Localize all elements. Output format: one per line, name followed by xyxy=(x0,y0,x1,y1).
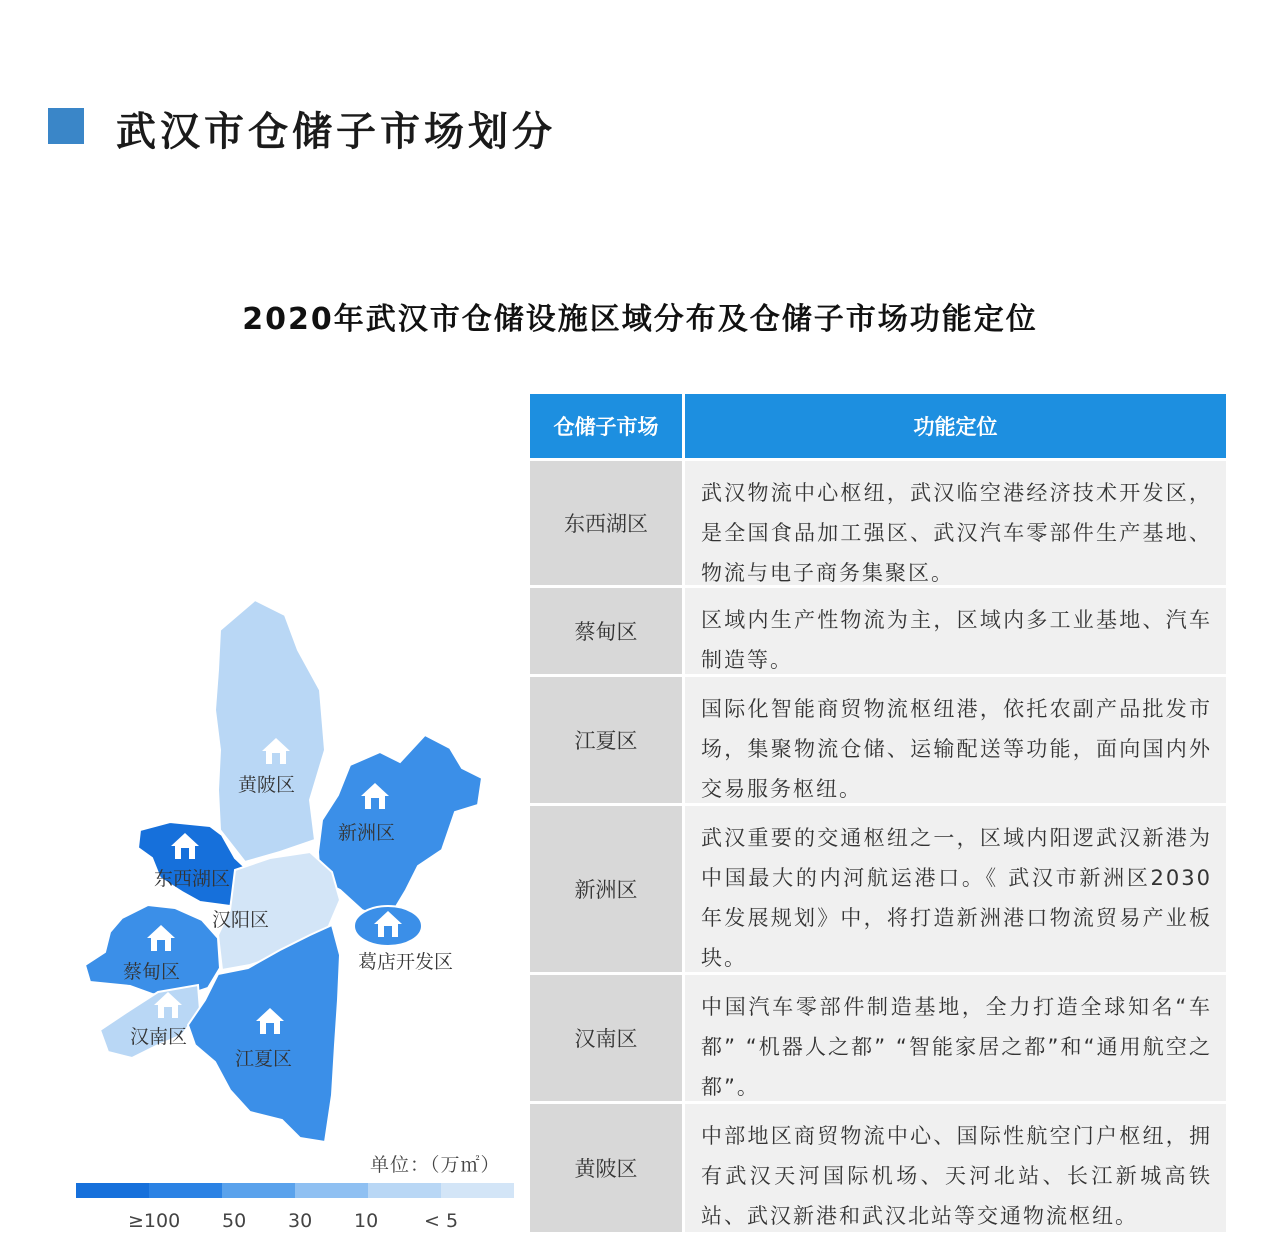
function-table xyxy=(530,394,1226,1232)
header-market: 仓储子市场 xyxy=(530,394,685,458)
row-market: 蔡甸区 xyxy=(530,588,685,674)
huangpi-warehouse-icon xyxy=(258,733,294,769)
legend-tick: < 5 xyxy=(424,1210,459,1232)
legend-swatch xyxy=(222,1183,295,1198)
legend-color-bar xyxy=(76,1183,514,1198)
map-label-hannan: 汉南区 xyxy=(130,1026,188,1048)
map-label-huangpi: 黄陂区 xyxy=(238,774,296,796)
chart-title: 2020年武汉市仓储设施区域分布及仓储子市场功能定位 xyxy=(242,302,1038,337)
map-label-jiangxia: 江夏区 xyxy=(235,1048,293,1070)
legend-tick: 30 xyxy=(288,1210,313,1232)
legend-unit: 单位：（万㎡） xyxy=(370,1154,501,1176)
table-row xyxy=(530,585,1226,674)
row-market: 东西湖区 xyxy=(530,461,685,585)
map-label-dongxihu: 东西湖区 xyxy=(154,868,231,890)
map-label-xinzhou: 新洲区 xyxy=(338,822,396,844)
table-row xyxy=(530,674,1226,803)
legend-swatch xyxy=(368,1183,441,1198)
legend-swatch xyxy=(295,1183,368,1198)
table-row xyxy=(530,972,1226,1101)
row-market: 黄陂区 xyxy=(530,1104,685,1232)
legend-tick: 50 xyxy=(222,1210,247,1232)
wuhan-district-map xyxy=(70,590,520,1150)
row-function: 区域内生产性物流为主，区域内多工业基地、汽车制造等。 xyxy=(685,588,1226,674)
legend-tick: ≥100 xyxy=(128,1210,181,1232)
table-row xyxy=(530,803,1226,972)
legend-tick: 10 xyxy=(354,1210,379,1232)
legend-swatch xyxy=(76,1183,149,1198)
table-row xyxy=(530,458,1226,585)
row-function: 中国汽车零部件制造基地，全力打造全球知名“车都” “机器人之都” “智能家居之都”和“通用航空之都”。 xyxy=(685,975,1226,1101)
row-function: 武汉物流中心枢纽，武汉临空港经济技术开发区，是全国食品加工强区、武汉汽车零部件生产基地、物流与电子商务集聚区。 xyxy=(685,461,1226,585)
row-market: 江夏区 xyxy=(530,677,685,803)
caidian-warehouse-icon xyxy=(143,920,179,956)
table-row xyxy=(530,1101,1226,1232)
map-label-gedian: 葛店开发区 xyxy=(358,951,454,973)
table-header xyxy=(530,394,1226,458)
hannan-warehouse-icon xyxy=(150,987,186,1023)
row-market: 汉南区 xyxy=(530,975,685,1101)
legend-swatch xyxy=(149,1183,222,1198)
row-function: 武汉重要的交通枢纽之一，区域内阳逻武汉新港为中国最大的内河航运港口。《 武汉市新洲区2030年发展规划》中，将打造新洲港口物流贸易产业板块。 xyxy=(685,806,1226,972)
xinzhou-warehouse-icon xyxy=(357,778,393,814)
section-marker xyxy=(48,108,84,144)
map-region-huangpi xyxy=(215,600,325,862)
map-label-hanyang: 汉阳区 xyxy=(212,909,270,931)
map-label-caidian: 蔡甸区 xyxy=(123,961,181,983)
row-function: 中部地区商贸物流中心、国际性航空门户枢纽，拥有武汉天河国际机场、天河北站、长江新城高铁站、武汉新港和武汉北站等交通物流枢纽。 xyxy=(685,1104,1226,1232)
row-market: 新洲区 xyxy=(530,806,685,972)
header-function: 功能定位 xyxy=(913,415,998,439)
gedian-warehouse-icon xyxy=(370,906,406,942)
dongxihu-warehouse-icon xyxy=(167,828,203,864)
jiangxia-warehouse-icon xyxy=(252,1003,288,1039)
legend-swatch xyxy=(441,1183,514,1198)
row-function: 国际化智能商贸物流枢纽港，依托农副产品批发市场，集聚物流仓储、运输配送等功能，面向国内外交易服务枢纽。 xyxy=(685,677,1226,803)
section-title: 武汉市仓储子市场划分 xyxy=(116,109,556,155)
